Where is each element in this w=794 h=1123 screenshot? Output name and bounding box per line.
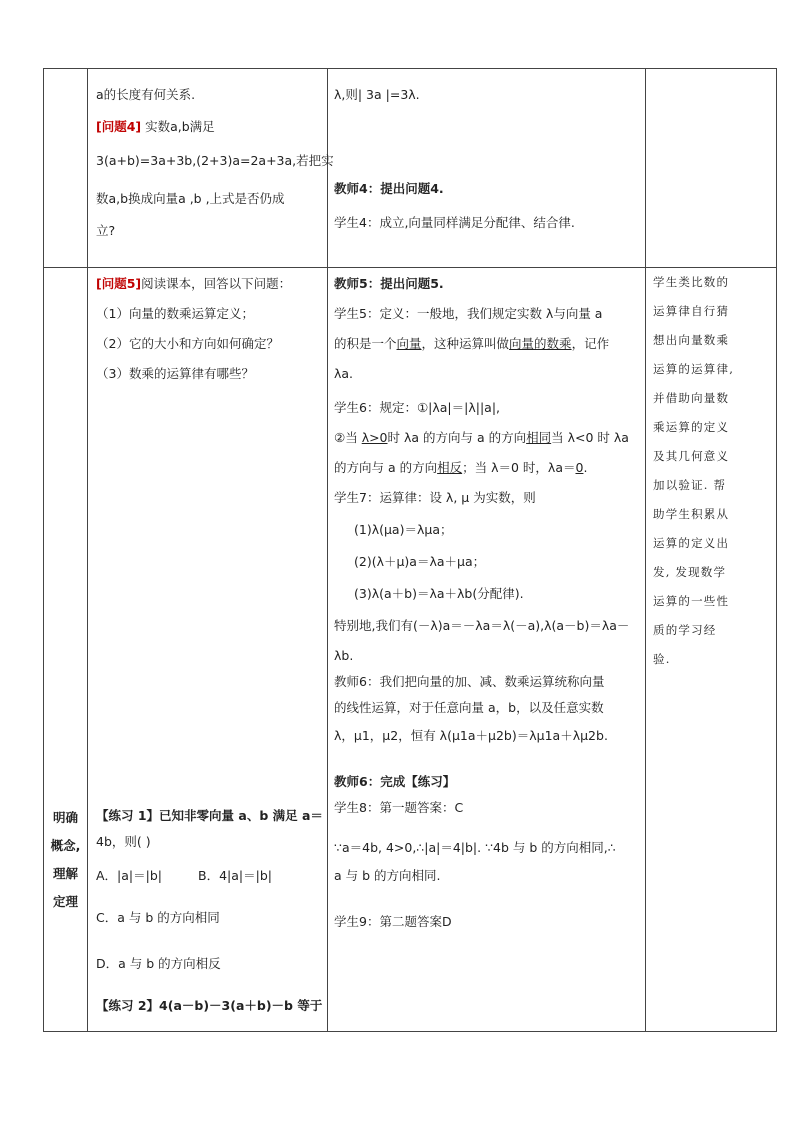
- intent-cell: [646, 268, 777, 1032]
- question-4: [问题4] 实数a,b满足: [96, 119, 215, 134]
- student-9: 学生9：第二题答案D: [334, 914, 452, 929]
- lesson-plan-table: [43, 68, 777, 1032]
- exercise-1-option-d: D．a 与 b 的方向相反: [96, 956, 221, 971]
- student-5-line3: λa.: [334, 366, 354, 381]
- teacher-6-line2: 的线性运算，对于任意向量 a，b，以及任意实数: [334, 700, 604, 715]
- student-6: 学生6：规定：①|λa|＝|λ||a|,: [334, 400, 501, 415]
- question-5-item: （2）它的大小和方向如何确定？: [96, 336, 279, 351]
- stage-cell-empty: [44, 69, 88, 268]
- law-2: (2)(λ＋μ)a＝λa＋μa；: [354, 554, 486, 569]
- teacher-6: 教师6：我们把向量的加、减、数乘运算统称向量: [334, 674, 605, 689]
- stage-cell: [44, 268, 88, 1032]
- exercise-2: 【练习 2】4(a－b)－3(a＋b)－b 等于: [96, 998, 323, 1013]
- student-6-line3: 的方向与 a 的方向相反；当 λ＝0 时，λa＝0.: [334, 460, 588, 475]
- activity-cell: [328, 69, 646, 268]
- question-4-line4: 立?: [96, 223, 116, 238]
- student-8-line3: a 与 b 的方向相同.: [334, 868, 441, 883]
- question-5: [问题5]阅读课本，回答以下问题：: [96, 276, 292, 291]
- teacher-6-exercise: 教师6：完成【练习】: [334, 774, 456, 789]
- special-case: 特别地,我们有(－λ)a＝－λa＝λ(－a),λ(a－b)＝λa－: [334, 618, 630, 633]
- question-text: a的长度有何关系.: [96, 87, 196, 102]
- activity-cell: [328, 268, 646, 1032]
- student-7: 学生7：运算律：设 λ, μ 为实数，则: [334, 490, 536, 505]
- student-6-line2: ②当 λ>0时 λa 的方向与 a 的方向相同当 λ<0 时 λa: [334, 430, 629, 445]
- law-1: (1)λ(μa)＝λμa；: [354, 522, 453, 537]
- exercise-1-option-c: C．a 与 b 的方向相同: [96, 910, 220, 925]
- exercise-1: 【练习 1】已知非零向量 a、b 满足 a＝: [96, 808, 323, 823]
- question-5-item: （3）数乘的运算律有哪些？: [96, 366, 254, 381]
- question-4-line2: 3(a+b)=3a+3b,(2+3)a=2a+3a,若把实: [96, 153, 334, 168]
- question-5-item: （1）向量的数乘运算定义；: [96, 306, 254, 321]
- table-row: [44, 268, 777, 1032]
- stage-label: 明确 概念, 理解 定理: [50, 810, 81, 909]
- teacher-5: 教师5：提出问题5.: [334, 276, 444, 291]
- law-3: (3)λ(a＋b)＝λa＋λb(分配律).: [354, 586, 524, 601]
- student-5-line2: 的积是一个向量，这种运算叫做向量的数乘，记作: [334, 336, 610, 351]
- teacher-6-line3: λ，μ1，μ2，恒有 λ(μ1a＋μ2b)＝λμ1a＋λμ2b.: [334, 728, 608, 743]
- exercise-1-line2: 4b，则( ): [96, 834, 151, 849]
- question-cell: [88, 268, 328, 1032]
- student-8: 学生8：第一题答案：C: [334, 800, 464, 815]
- teacher-4: 教师4：提出问题4.: [334, 181, 444, 196]
- special-case-line2: λb.: [334, 648, 354, 663]
- answer-text: λ,则| 3a |=3λ.: [334, 87, 420, 102]
- question-4-line3: 数a,b换成向量a ,b ,上式是否仍成: [96, 191, 285, 206]
- intent-cell-empty: [646, 69, 777, 268]
- student-8-line2: ∵a＝4b, 4>0,∴|a|＝4|b|. ∵4b 与 b 的方向相同,∴: [334, 840, 616, 855]
- table-row: [44, 69, 777, 268]
- student-4: 学生4：成立,向量同样满足分配律、结合律.: [334, 215, 575, 230]
- exercise-1-options: A．|a|＝|b| B．4|a|＝|b|: [96, 868, 272, 883]
- question-cell: [88, 69, 334, 268]
- student-5: 学生5：定义：一般地，我们规定实数 λ与向量 a: [334, 306, 603, 321]
- design-intent-note: 学生类比数的 运算律自行猜 想出向量数乘 运算的运算律, 并借助向量数 乘运算的定义 及其几何意义 加以验证. 帮 助学生积累从 运算的定义出 发, 发现数学 运算的一些性 质的学习经 验.: [653, 275, 735, 666]
